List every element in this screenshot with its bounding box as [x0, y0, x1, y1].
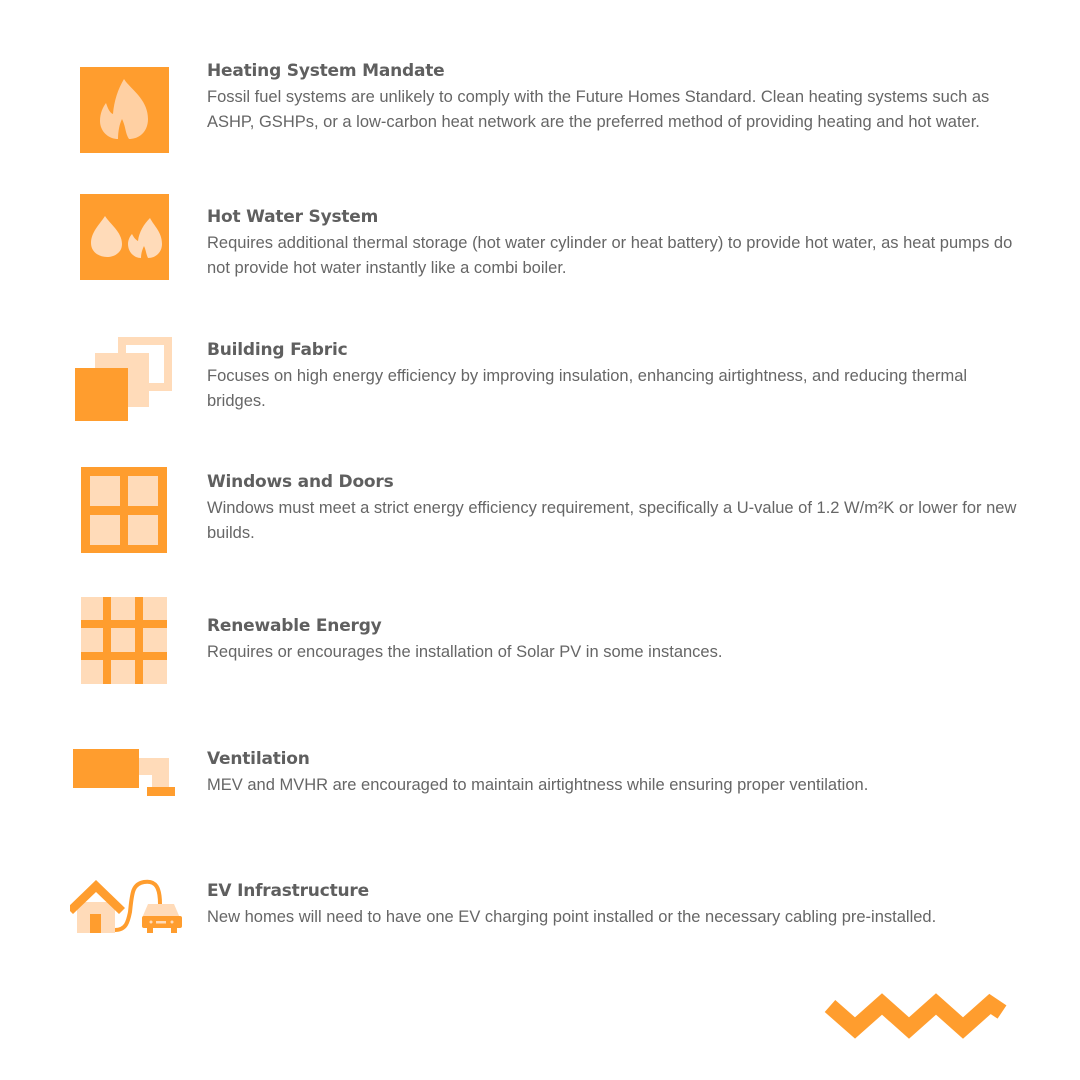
- solar-panel-grid-icon: [70, 597, 180, 687]
- item-description: Windows must meet a strict energy efficiency requirement, specifically a U-value of 1.2 W/m²K or lower for new builds.: [207, 499, 1017, 542]
- item-description: Requires or encourages the installation of Solar PV in some instances.: [207, 643, 723, 661]
- item-description: Fossil fuel systems are unlikely to comply with the Future Homes Standard. Clean heating systems such as ASHP, GSHPs, or a low-carbon heat network are the preferred method of providing heating and hot water.: [207, 88, 990, 131]
- ventilation-duct-icon: [70, 749, 180, 809]
- window-icon: [70, 467, 180, 557]
- zigzag-icon: [822, 990, 1008, 1045]
- item-description: Focuses on high energy efficiency by improving insulation, enhancing airtightness, and reducing thermal bridges.: [207, 367, 968, 410]
- item-title: Hot Water System: [207, 207, 379, 227]
- house-ev-charger-icon: [70, 874, 180, 944]
- layered-squares-icon: [70, 337, 180, 427]
- item-title: Renewable Energy: [207, 616, 382, 636]
- water-drop-flame-icon: [70, 194, 180, 284]
- item-title: Building Fabric: [207, 340, 348, 360]
- item-description: New homes will need to have one EV charging point installed or the necessary cabling pre-installed.: [207, 908, 937, 926]
- item-description: MEV and MVHR are encouraged to maintain airtightness while ensuring proper ventilation.: [207, 776, 869, 794]
- item-title: Windows and Doors: [207, 472, 394, 492]
- item-title: Ventilation: [207, 749, 310, 769]
- flame-icon: [70, 67, 180, 157]
- item-description: Requires additional thermal storage (hot water cylinder or heat battery) to provide hot water, as heat pumps do not provide hot water instantly like a combi boiler.: [207, 234, 1013, 277]
- item-title: EV Infrastructure: [207, 881, 369, 901]
- item-title: Heating System Mandate: [207, 61, 445, 81]
